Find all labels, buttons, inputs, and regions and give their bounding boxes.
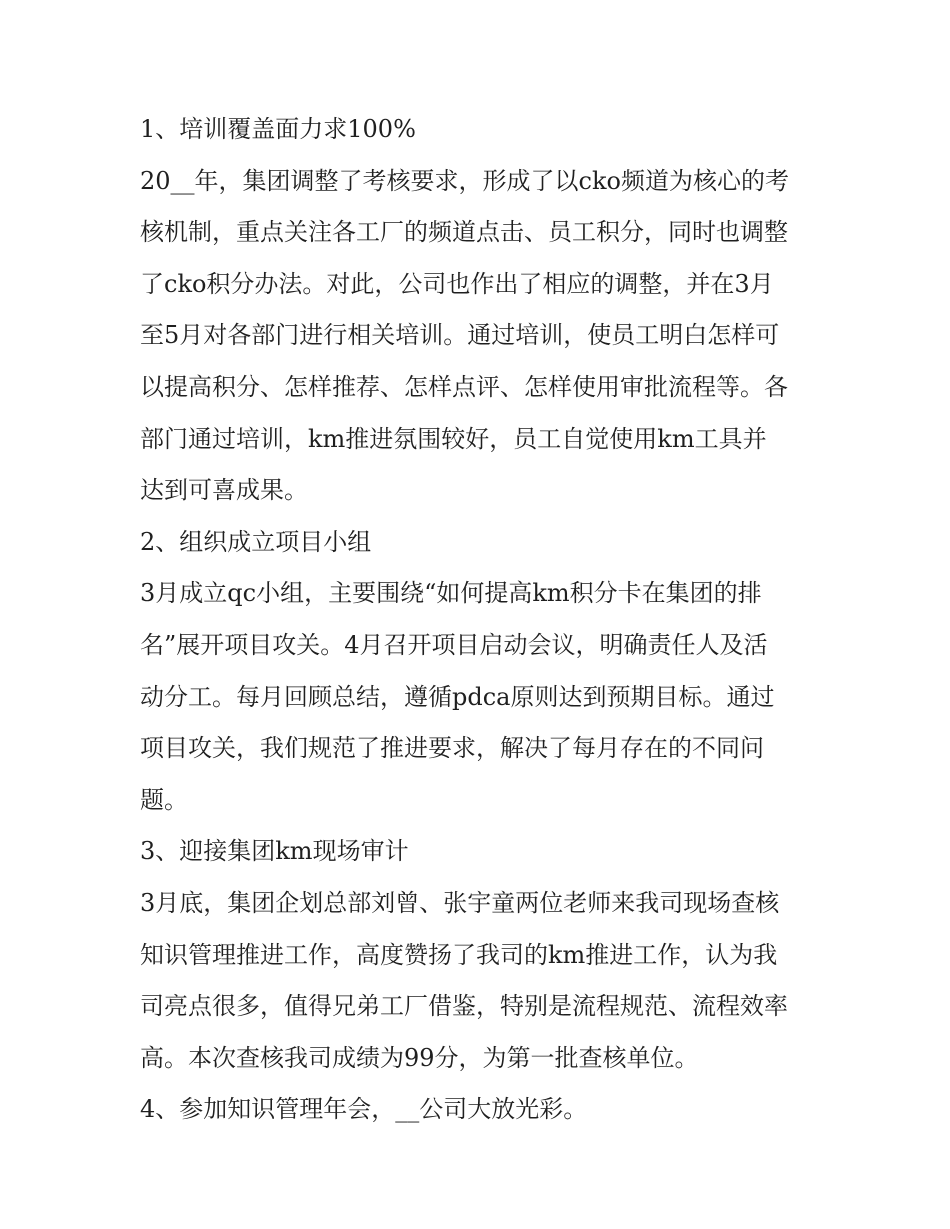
- paragraph-line: 动分工。每月回顾总结，遵循pdca原则达到预期目标。通过: [140, 682, 775, 711]
- paragraph-line: 以提高积分、怎样推荐、怎样点评、怎样使用审批流程等。各: [140, 372, 788, 401]
- paragraph-line: 3月底，集团企划总部刘曾、张宇童两位老师来我司现场查核: [140, 888, 780, 917]
- document-body: [140, 104, 812, 1136]
- paragraph-line: 高。本次查核我司成绩为99分，为第一批查核单位。: [140, 1043, 699, 1072]
- paragraph-line: 了cko积分办法。对此，公司也作出了相应的调整，并在3月: [140, 269, 774, 298]
- paragraph-line: 名”展开项目攻关。4月召开项目启动会议，明确责任人及活: [140, 630, 768, 659]
- paragraph-line: 20__年，集团调整了考核要求，形成了以cko频道为核心的考: [140, 166, 789, 195]
- paragraph-line: 达到可喜成果。: [140, 476, 308, 505]
- section-2-heading: 2、组织成立项目小组: [140, 527, 372, 556]
- section-3-heading: 3、迎接集团km现场审计: [140, 837, 409, 866]
- section-1-heading: 1、培训覆盖面力求100%: [140, 115, 416, 143]
- paragraph-line: 司亮点很多，值得兄弟工厂借鉴，特别是流程规范、流程效率: [140, 992, 788, 1021]
- paragraph-line: 部门通过培训，km推进氛围较好，员工自觉使用km工具并: [140, 424, 767, 453]
- paragraph-line: 至5月对各部门进行相关培训。通过培训，使员工明白怎样可: [140, 321, 780, 350]
- section-4-heading: 4、参加知识管理年会，__公司大放光彩。: [140, 1095, 588, 1124]
- paragraph-line: 题。: [140, 785, 188, 814]
- paragraph-line: 3月成立qc小组，主要围绕“如何提高km积分卡在集团的排: [140, 579, 762, 608]
- paragraph-line: 知识管理推进工作，高度赞扬了我司的km推进工作，认为我: [140, 940, 778, 969]
- paragraph-line: 核机制，重点关注各工厂的频道点击、员工积分，同时也调整: [140, 218, 788, 247]
- paragraph-line: 项目攻关，我们规范了推进要求，解决了每月存在的不同问: [140, 734, 764, 763]
